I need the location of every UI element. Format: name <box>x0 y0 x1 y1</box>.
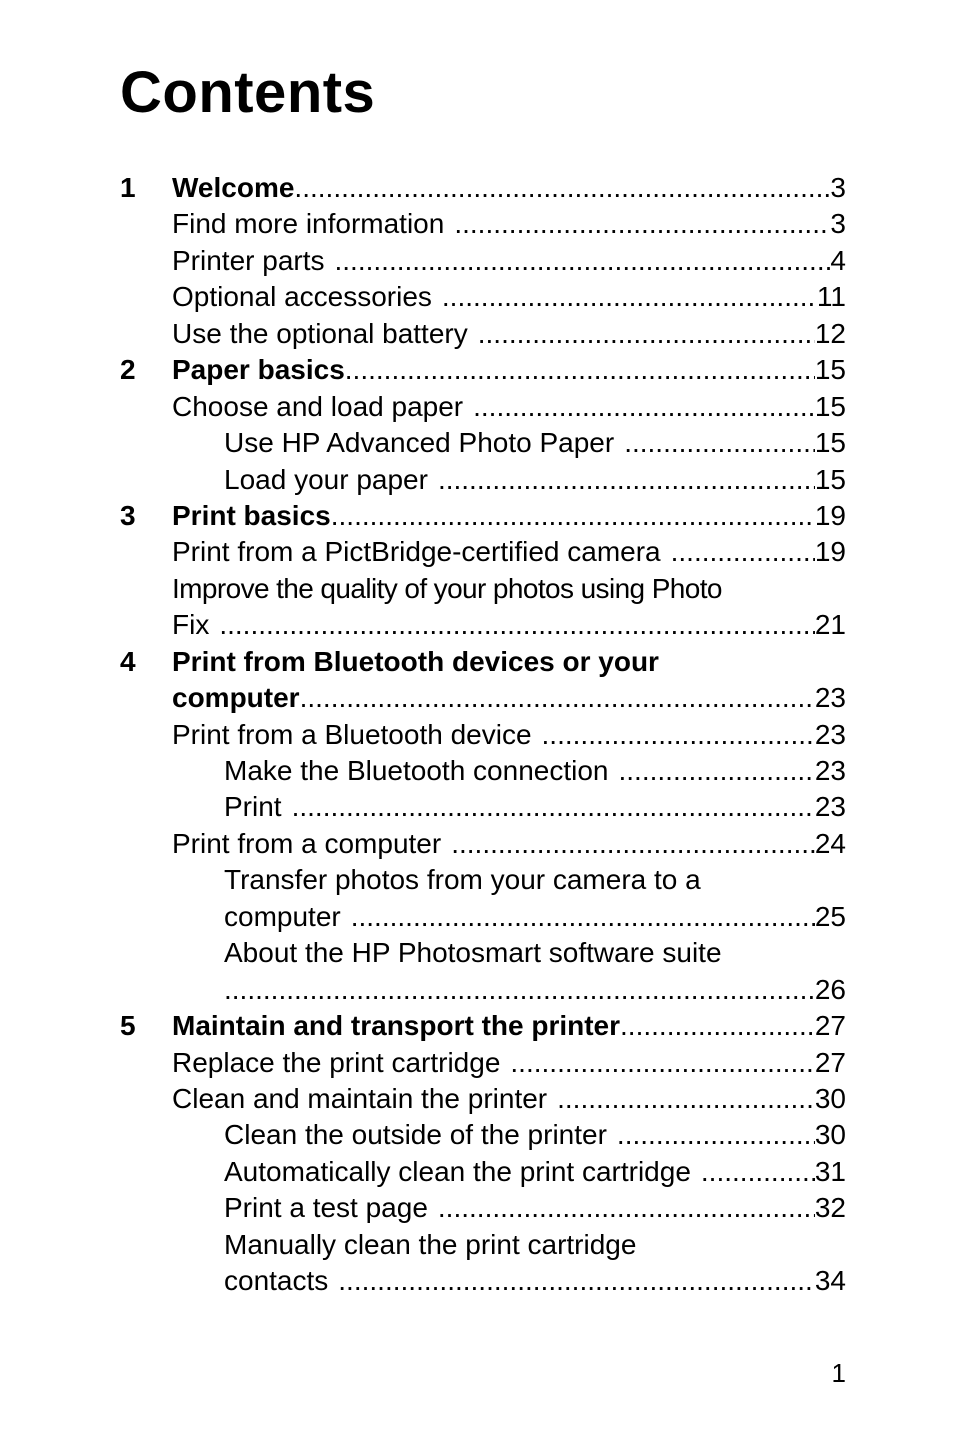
table-of-contents <box>0 170 954 1300</box>
dot-leader <box>351 899 815 935</box>
toc-entry[interactable] <box>0 1190 954 1226</box>
dot-leader <box>624 425 815 461</box>
toc-line <box>224 462 846 498</box>
toc-entry[interactable] <box>0 717 954 753</box>
toc-entry[interactable] <box>0 243 954 279</box>
section-title: Fix <box>172 609 210 641</box>
page-ref: 23 <box>814 755 846 786</box>
toc-line <box>224 753 846 789</box>
toc-line <box>172 498 846 534</box>
toc-entry[interactable] <box>0 1227 954 1263</box>
page-ref: 15 <box>814 354 846 386</box>
subsection-title: Use HP Advanced Photo Paper <box>224 427 615 459</box>
page-ref: 24 <box>814 827 846 859</box>
section-title: computer <box>172 682 300 714</box>
toc-entry[interactable] <box>0 498 954 534</box>
chapter-number: 5 <box>120 1010 136 1042</box>
toc-line <box>224 1227 846 1263</box>
chapter-number: 1 <box>120 172 136 203</box>
page-ref: 32 <box>814 1192 846 1224</box>
section-title: Choose and load paper <box>172 390 464 422</box>
dot-leader <box>335 243 831 279</box>
toc-line <box>172 1008 846 1044</box>
chapter-title: Welcome <box>172 172 295 203</box>
toc-entry[interactable] <box>0 462 954 498</box>
toc-line <box>224 789 846 825</box>
page-ref: 34 <box>814 1265 846 1297</box>
toc-entry[interactable] <box>0 389 954 425</box>
toc-line <box>224 862 846 898</box>
dot-leader <box>294 170 830 206</box>
section-title: Improve the quality of your photos using Photo <box>172 572 722 604</box>
page-ref: 30 <box>814 1119 846 1151</box>
page-ref: 21 <box>814 609 846 641</box>
toc-entry[interactable] <box>0 1081 954 1117</box>
toc-entry[interactable] <box>0 753 954 789</box>
toc-entry[interactable] <box>0 972 954 1008</box>
subsection-title: contacts <box>224 1265 329 1297</box>
section-title: Printer parts <box>172 244 325 276</box>
toc-entry[interactable] <box>0 789 954 825</box>
toc-line <box>172 644 846 680</box>
dot-leader <box>542 717 815 753</box>
toc-line <box>172 1081 846 1117</box>
dot-leader <box>219 607 815 643</box>
page-ref: 26 <box>814 973 846 1005</box>
section-title: Use the optional battery <box>172 317 468 349</box>
section-title: Find more information <box>172 208 445 240</box>
toc-line <box>172 170 846 206</box>
toc-entry[interactable] <box>0 1008 954 1044</box>
page-ref: 4 <box>830 244 846 276</box>
section-title: Optional accessories <box>172 281 432 313</box>
subsection-title: About the HP Photosmart software suite <box>224 937 722 969</box>
dot-leader <box>454 206 830 242</box>
toc-line <box>224 1117 846 1153</box>
dot-leader <box>617 1117 815 1153</box>
page-ref: 19 <box>814 536 846 568</box>
section-title: Clean and maintain the printer <box>172 1082 548 1114</box>
page-ref: 12 <box>814 317 846 349</box>
subsection-title: Transfer photos from your camera to a <box>224 864 701 896</box>
toc-line <box>224 425 846 461</box>
toc-line <box>172 206 846 242</box>
dot-leader <box>345 352 815 388</box>
dot-leader <box>451 826 815 862</box>
section-title: Print from a Bluetooth device <box>172 718 532 750</box>
page-ref: 11 <box>816 281 846 313</box>
page-ref: 23 <box>814 791 846 823</box>
toc-line <box>172 571 846 607</box>
toc-entry[interactable] <box>0 826 954 862</box>
dot-leader <box>438 1190 815 1226</box>
chapter-title: Maintain and transport the printer <box>172 1010 621 1042</box>
dot-leader <box>224 972 815 1008</box>
toc-entry[interactable] <box>0 899 954 935</box>
dot-leader <box>300 680 815 716</box>
dot-leader <box>620 1008 815 1044</box>
toc-entry[interactable] <box>0 534 954 570</box>
chapter-number: 4 <box>120 645 136 677</box>
toc-line <box>172 389 846 425</box>
page-ref: 19 <box>814 499 846 531</box>
dot-leader <box>701 1154 815 1190</box>
page-ref: 27 <box>814 1046 846 1078</box>
section-title: Print from a computer <box>172 827 442 859</box>
toc-line <box>172 1045 846 1081</box>
toc-entry[interactable] <box>0 206 954 242</box>
chapter-number: 3 <box>120 499 136 531</box>
subsection-title: computer <box>224 900 341 932</box>
toc-line <box>224 1154 846 1190</box>
page-ref: 30 <box>814 1082 846 1114</box>
toc-entry[interactable] <box>0 680 954 716</box>
dot-leader <box>292 789 815 825</box>
subsection-title: Make the Bluetooth connection <box>224 755 609 786</box>
toc-entry[interactable] <box>0 571 954 607</box>
toc-entry[interactable] <box>0 279 954 315</box>
section-title: Print from a PictBridge-certified camera <box>172 536 661 568</box>
page-number: 1 <box>831 1358 846 1388</box>
toc-entry[interactable] <box>0 316 954 352</box>
subsection-title: Manually clean the print cartridge <box>224 1228 637 1260</box>
toc-line <box>224 899 846 935</box>
subsection-title: Print a test page <box>224 1192 428 1224</box>
toc-line <box>224 935 846 971</box>
dot-leader <box>438 462 815 498</box>
dot-leader <box>478 316 815 352</box>
toc-line <box>224 1263 846 1299</box>
dot-leader <box>338 1263 815 1299</box>
page-ref: 23 <box>814 682 846 714</box>
toc-line <box>172 826 846 862</box>
chapter-title: Print basics <box>172 499 331 531</box>
page-ref: 27 <box>814 1010 846 1042</box>
toc-line <box>224 1190 846 1226</box>
toc-entry[interactable] <box>0 170 954 206</box>
page-ref: 15 <box>814 463 846 495</box>
page-ref: 15 <box>814 390 846 422</box>
toc-line <box>224 972 846 1008</box>
toc-entry[interactable] <box>0 425 954 461</box>
toc-entry[interactable] <box>0 607 954 643</box>
toc-entry[interactable] <box>0 1045 954 1081</box>
subsection-title: Print <box>224 791 282 823</box>
toc-line <box>172 243 846 279</box>
toc-entry[interactable] <box>0 1263 954 1299</box>
toc-line <box>172 534 846 570</box>
dot-leader <box>473 389 815 425</box>
toc-line <box>172 352 846 388</box>
page-ref: 15 <box>814 427 846 459</box>
subsection-title: Automatically clean the print cartridge <box>224 1155 691 1187</box>
toc-line <box>172 607 846 643</box>
dot-leader <box>442 279 817 315</box>
dot-leader <box>557 1081 815 1117</box>
dot-leader <box>510 1045 814 1081</box>
dot-leader <box>671 534 815 570</box>
toc-entry[interactable] <box>0 1117 954 1153</box>
toc-entry[interactable] <box>0 644 954 680</box>
toc-entry[interactable] <box>0 352 954 388</box>
page-title: Contents <box>120 60 376 125</box>
page-ref: 3 <box>830 172 846 203</box>
toc-line <box>172 279 846 315</box>
dot-leader <box>618 753 814 789</box>
page-ref: 25 <box>814 900 846 932</box>
subsection-title: Load your paper <box>224 463 428 495</box>
subsection-title: Clean the outside of the printer <box>224 1119 607 1151</box>
toc-line <box>172 717 846 753</box>
dot-leader <box>331 498 815 534</box>
toc-entry[interactable] <box>0 1154 954 1190</box>
chapter-title: Paper basics <box>172 354 345 386</box>
page-ref: 23 <box>814 718 846 750</box>
page-ref: 31 <box>814 1155 846 1187</box>
toc-line <box>172 680 846 716</box>
toc-entry[interactable] <box>0 862 954 898</box>
chapter-number: 2 <box>120 354 136 386</box>
section-title: Replace the print cartridge <box>172 1046 501 1078</box>
toc-line <box>172 316 846 352</box>
chapter-title: Print from Bluetooth devices or your <box>172 645 659 677</box>
page-ref: 3 <box>830 208 846 240</box>
toc-entry[interactable] <box>0 935 954 971</box>
